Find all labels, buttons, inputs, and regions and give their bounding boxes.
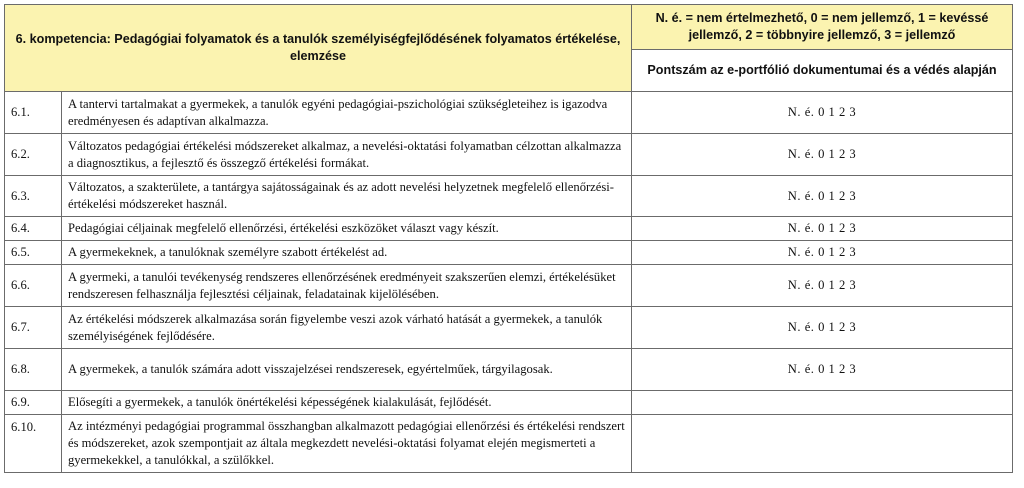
row-text: A tantervi tartalmakat a gyermekek, a tanulók egyéni pedagógiai-pszichológiai szükségleteihez is igazodva eredményesen és adaptívan alkalmazza. (62, 92, 632, 134)
row-number: 6.5. (5, 241, 62, 265)
row-number: 6.6. (5, 265, 62, 307)
table-row (5, 92, 1013, 134)
competence-title: 6. kompetencia: Pedagógiai folyamatok és a tanulók személyiségfejlődésének folyamatos értékelése, elemzése (5, 5, 632, 92)
row-text: A gyermekeknek, a tanulóknak személyre szabott értékelést ad. (62, 241, 632, 265)
score-options[interactable] (632, 391, 1013, 415)
score-legend: N. é. = nem értelmezhető, 0 = nem jellemző, 1 = kevéssé jellemző, 2 = többnyire jellemző, 3 = jellemző (632, 5, 1013, 50)
table-row (5, 307, 1013, 349)
score-options[interactable]: N. é. 0 1 2 3 (632, 92, 1013, 134)
score-options[interactable]: N. é. 0 1 2 3 (632, 349, 1013, 391)
score-options[interactable]: N. é. 0 1 2 3 (632, 217, 1013, 241)
row-number: 6.1. (5, 92, 62, 134)
row-text: A gyermekek, a tanulók számára adott visszajelzései rendszeresek, egyértelműek, tárgyilagosak. (62, 349, 632, 391)
row-number: 6.3. (5, 176, 62, 217)
score-column-header: Pontszám az e-portfólió dokumentumai és a védés alapján (632, 50, 1013, 92)
score-options[interactable]: N. é. 0 1 2 3 (632, 307, 1013, 349)
table-row (5, 415, 1013, 473)
table-row (5, 241, 1013, 265)
row-text: Változatos pedagógiai értékelési módszereket alkalmaz, a nevelési-oktatási folyamatban célzottan alkalmazza a diagnosztikus, a fejlesztő és összegző értékelési formákat. (62, 134, 632, 176)
table-row (5, 391, 1013, 415)
score-options[interactable]: N. é. 0 1 2 3 (632, 265, 1013, 307)
row-number: 6.4. (5, 217, 62, 241)
score-options[interactable]: N. é. 0 1 2 3 (632, 241, 1013, 265)
score-options[interactable]: N. é. 0 1 2 3 (632, 134, 1013, 176)
row-number: 6.2. (5, 134, 62, 176)
row-text: Az intézményi pedagógiai programmal összhangban alkalmazott pedagógiai ellenőrzési és értékelési rendszert és módszereket, azok szempontjait az általa megkezdett nevelési-oktatási folyamat elején megismerteti a gyermekekkel, a tanulókkal, a szülőkkel. (62, 415, 632, 473)
score-options[interactable] (632, 415, 1013, 473)
row-text: Változatos, a szakterülete, a tantárgya sajátosságainak és az adott nevelési helyzetnek megfelelő ellenőrzési-értékelési módszereket használ. (62, 176, 632, 217)
table-row (5, 349, 1013, 391)
row-number: 6.8. (5, 349, 62, 391)
row-text: Az értékelési módszerek alkalmazása során figyelembe veszi azok várható hatását a gyermekek, a tanulók személyiségének fejlődésére. (62, 307, 632, 349)
table-row (5, 265, 1013, 307)
row-number: 6.9. (5, 391, 62, 415)
row-number: 6.7. (5, 307, 62, 349)
table-row (5, 176, 1013, 217)
score-options[interactable]: N. é. 0 1 2 3 (632, 176, 1013, 217)
table-row (5, 217, 1013, 241)
competence-table (4, 4, 1013, 473)
table-row (5, 134, 1013, 176)
row-text: Pedagógiai céljainak megfelelő ellenőrzési, értékelési eszközöket választ vagy készít. (62, 217, 632, 241)
row-number: 6.10. (5, 415, 62, 473)
row-text: Elősegíti a gyermekek, a tanulók önértékelési képességének kialakulását, fejlődését. (62, 391, 632, 415)
competence-table-page (4, 4, 1012, 473)
row-text: A gyermeki, a tanulói tevékenység rendszeres ellenőrzésének eredményeit szakszerűen elemzi, értékelésüket rendszeresen felhasználja fejlesztési céljainak, feladatainak kijelölésében. (62, 265, 632, 307)
